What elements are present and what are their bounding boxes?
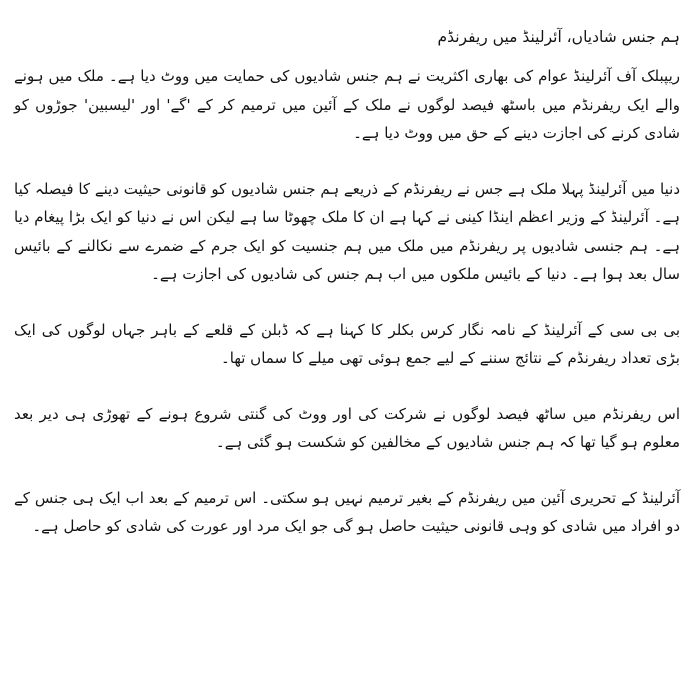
article-headline: ہم جنس شادیاں، آئرلینڈ میں ریفرنڈم — [437, 28, 680, 46]
article-paragraph-2: دنیا میں آئرلینڈ پہلا ملک ہے جس نے ریفرنڈم کے ذریعے ہم جنس شادیوں کو قانونی حیثیت دینے کا فیصلہ کیا ہے۔ آئرلینڈ کے وزیر اعظم اینڈا کینی نے کہا ہے ان کا ملک چھوٹا سا ہے لیکن اس نے دنیا کو ایک بڑا پیغام دیا ہے۔ ہم جنسی شادیوں پر ریفرنڈم میں ملک میں ہم جنسیت کو ایک جرم کے ضمرے سے نکالنے کے بائیس سال بعد ہوا ہے۔ دنیا کے بائیس ملکوں میں اب ہم جنس کی شادیوں کی اجازت ہے۔ — [14, 179, 680, 283]
article-paragraph-1: ریپبلک آف آئرلینڈ عوام کی بھاری اکثریت نے ہم جنس شادیوں کی حمایت میں ووٹ دیا ہے۔ ملک میں ہونے والے ایک ریفرنڈم میں باسٹھ فیصد لوگوں نے ملک کے آئین میں ترمیم کر کے 'گے' اور 'لیسبین' جوڑوں کو شادی کرنے کی اجازت دینے کے حق میں ووٹ دیا ہے۔ — [14, 67, 680, 142]
news-article — [14, 26, 680, 541]
article-paragraph-5: آئرلینڈ کے تحریری آئین میں ریفرنڈم کے بغیر ترمیم نہیں ہو سکتی۔ اس ترمیم کے بعد اب ایک ہی جنس کے دو افراد میں شادی کو وہی قانونی حیثیت حاصل ہو گی جو ایک مرد اور عورت کی شادی کو حاصل ہے۔ — [14, 488, 680, 535]
article-paragraph-4: اس ریفرنڈم میں ساٹھ فیصد لوگوں نے شرکت کی اور ووٹ کی گنتی شروع ہونے کے تھوڑی ہی دیر بعد معلوم ہو گیا تھا کہ ہم جنس شادیوں کے مخالفین کو شکست ہو گئی ہے۔ — [14, 404, 680, 451]
article-paragraph-3: بی بی سی کے آئرلینڈ کے نامہ نگار کرس بکلر کا کہنا ہے کہ ڈبلن کے قلعے کے باہر جہاں لوگوں کی ایک بڑی تعداد ریفرنڈم کے نتائج سننے کے لیے جمع ہوئی تھی میلے کا سماں تھا۔ — [14, 320, 680, 367]
